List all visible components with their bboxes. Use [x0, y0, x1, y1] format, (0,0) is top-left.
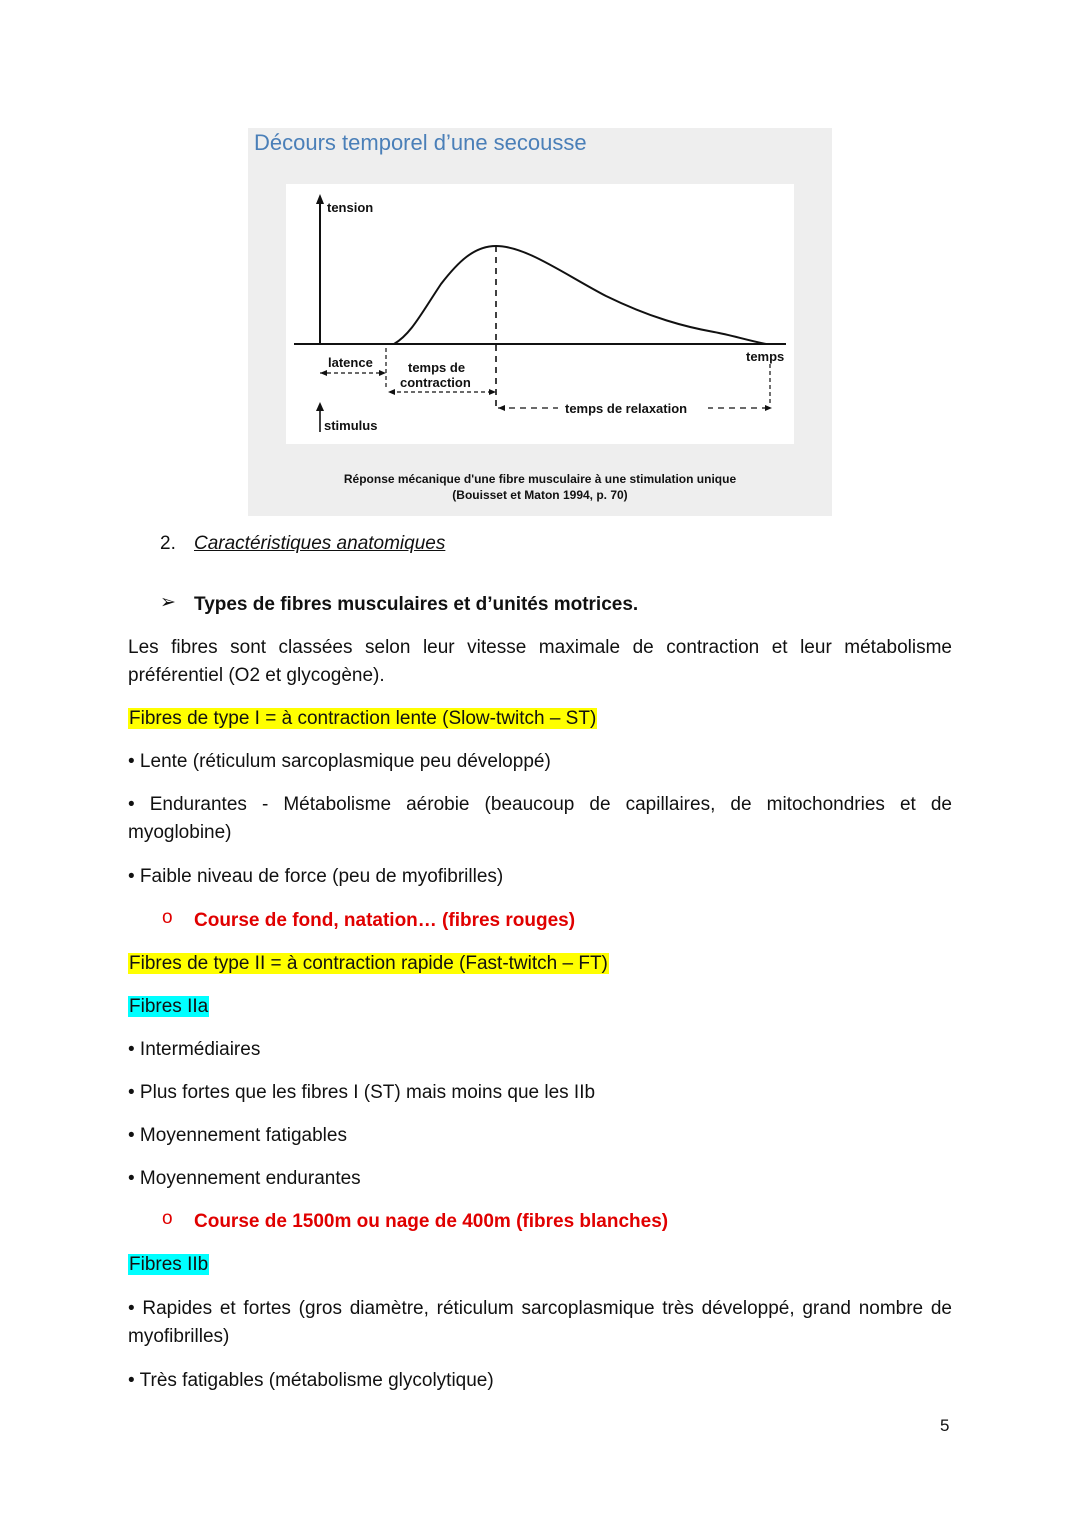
contraction-label-line1: temps de	[408, 360, 466, 375]
relaxation-label: temps de relaxation	[565, 401, 688, 416]
iib-heading	[128, 1251, 952, 1279]
latency-arrowhead-left	[320, 370, 327, 376]
relaxation-arrowhead-left	[498, 405, 505, 411]
iia-example: Course de 1500m ou nage de 400m (fibres blanches)	[194, 1211, 669, 1232]
iib-item-1: • Rapides et fortes (gros diamètre, réticulum sarcoplasmique très développé, grand nombre de myofibrilles)	[128, 1298, 952, 1347]
iib-heading-text: Fibres IIb	[129, 1254, 209, 1275]
temps-label: temps	[746, 349, 785, 364]
iia-item-3: • Moyennement fatigables	[128, 1125, 347, 1146]
iia-item-1: • Intermédiaires	[128, 1039, 261, 1060]
type1-heading-text: Fibres de type I = à contraction lente (Slow-twitch – ST)	[129, 708, 597, 729]
type1-heading	[128, 705, 952, 733]
stimulus-arrowhead	[316, 402, 324, 411]
iia-item-4: • Moyennement endurantes	[128, 1168, 361, 1189]
stimulus-label: stimulus	[324, 418, 378, 433]
tension-label: tension	[327, 200, 374, 215]
type1-item-1: • Lente (réticulum sarcoplasmique peu développé)	[128, 751, 551, 772]
contraction-arrowhead-left	[388, 389, 395, 395]
twitch-graph-svg	[286, 184, 794, 444]
page-number: 5	[940, 1416, 950, 1435]
figure-title: Décours temporel d’une secousse	[254, 130, 587, 155]
arrow-bullet-icon: ➢	[160, 592, 176, 613]
figure-source: (Bouisset et Maton 1994, p. 70)	[452, 488, 628, 502]
intro-paragraph: Les fibres sont classées selon leur vitesse maximale de contraction et leur métabolisme préférentiel (O2 et glycogène).	[128, 637, 952, 686]
section-title: Caractéristiques anatomiques	[194, 533, 446, 554]
figure-caption: Réponse mécanique d'une fibre musculaire à une stimulation unique	[343, 472, 737, 486]
tension-axis-arrowhead	[316, 194, 324, 204]
twitch-curve	[394, 246, 766, 344]
type2-heading	[128, 950, 952, 978]
type1-example: Course de fond, natation… (fibres rouges)	[194, 910, 576, 931]
iib-item-2: • Très fatigables (métabolisme glycolytique)	[128, 1370, 494, 1391]
type1-item-2: • Endurantes - Métabolisme aérobie (beaucoup de capillaires, de mitochondries et de myoglobine)	[128, 794, 952, 843]
subheading: Types de fibres musculaires et d’unités motrices.	[194, 594, 639, 615]
twitch-figure	[248, 128, 832, 516]
contraction-label-line2: contraction	[400, 375, 471, 390]
iia-heading	[128, 993, 952, 1021]
section-number: 2.	[160, 533, 176, 554]
type2-heading-text: Fibres de type II = à contraction rapide (Fast-twitch – FT)	[129, 953, 608, 974]
relaxation-arrowhead-right	[765, 405, 772, 411]
circle-bullet-icon: o	[162, 1208, 173, 1229]
contraction-arrowhead-right	[489, 389, 496, 395]
iia-item-2: • Plus fortes que les fibres I (ST) mais moins que les IIb	[128, 1082, 596, 1103]
latency-arrowhead-right	[379, 370, 386, 376]
twitch-graph	[286, 184, 794, 444]
iia-heading-text: Fibres IIa	[129, 996, 209, 1017]
circle-bullet-icon: o	[162, 907, 173, 928]
latence-label: latence	[328, 355, 373, 370]
type1-item-3: • Faible niveau de force (peu de myofibrilles)	[128, 866, 504, 887]
